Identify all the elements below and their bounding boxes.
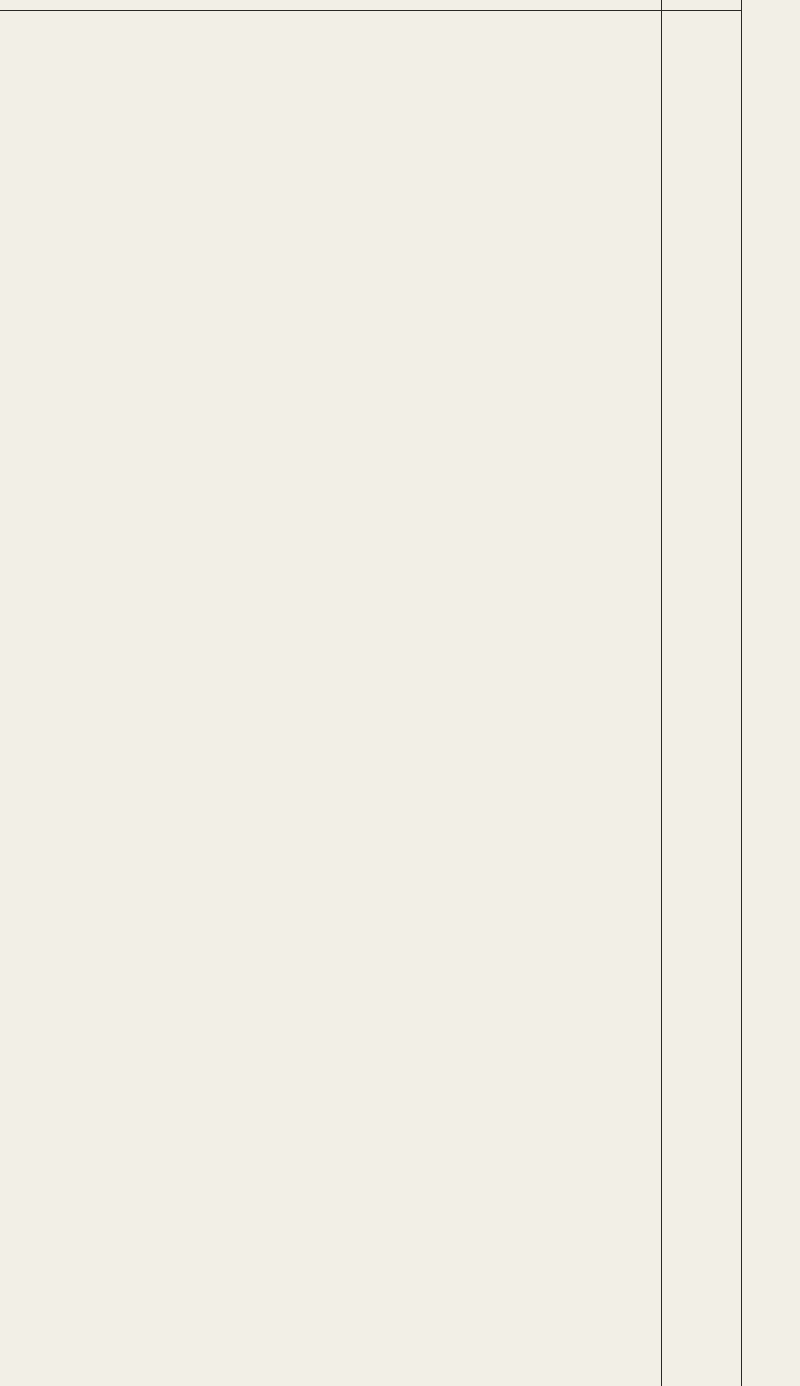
rule-header — [661, 0, 662, 1386]
rule-top — [741, 0, 742, 1386]
column-rule — [0, 10, 742, 11]
